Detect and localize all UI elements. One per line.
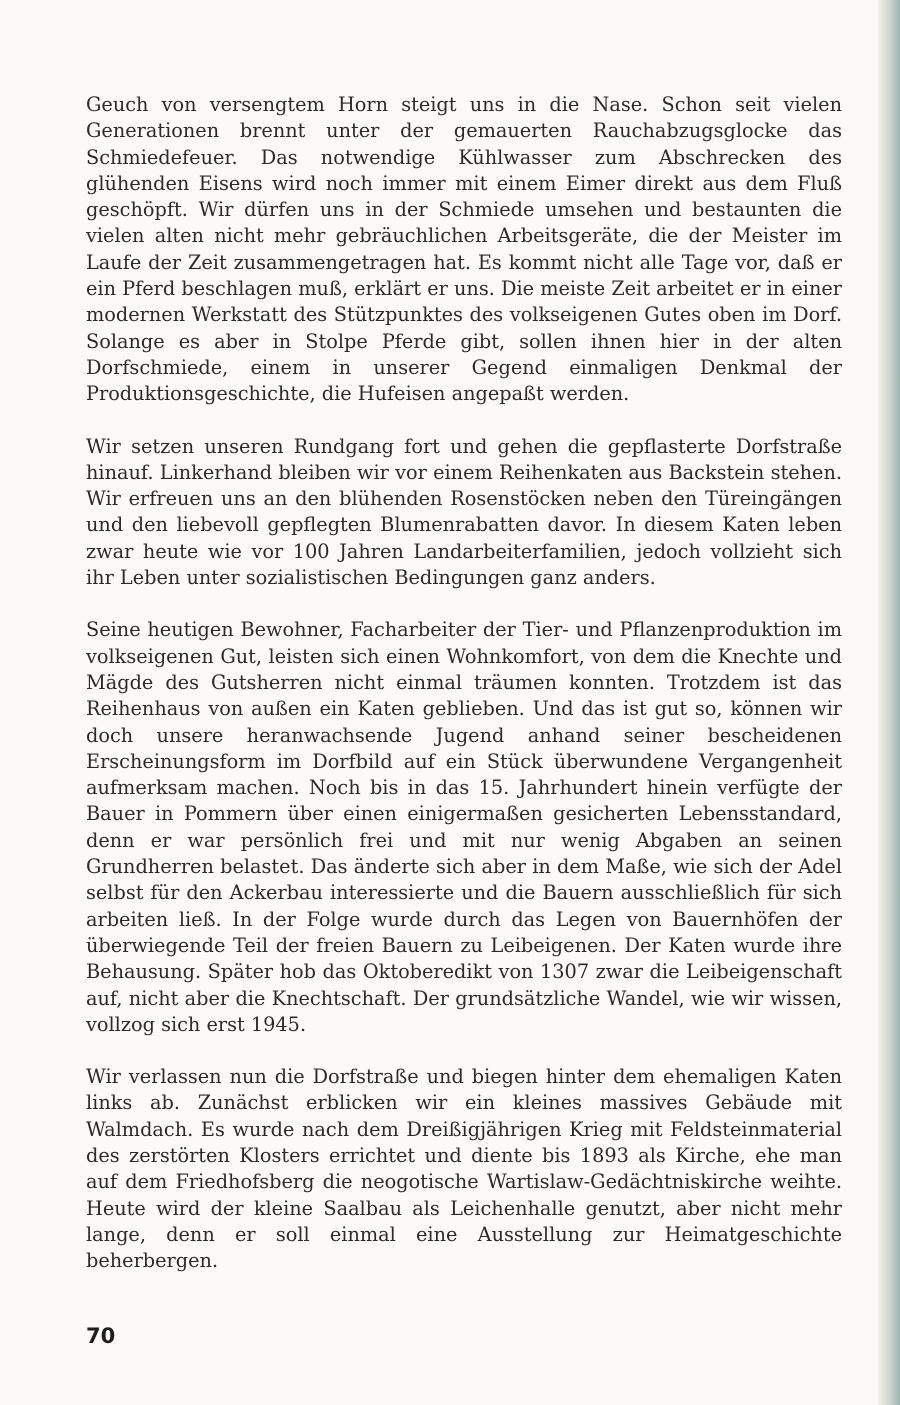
- page-edge: [878, 0, 900, 1405]
- body-text: [86, 92, 842, 1300]
- paragraph-former-church: Wir verlassen nun die Dorfstraße und biegen hinter dem ehemaligen Katen links ab. Zunächst erblicken wir ein kleines massives Gebäude mit Walmdach. Es wurde nach dem Dreißigjährigen Krieg mit Feldsteinmaterial des zerstörten Klosters errichtet und diente bis 1893 als Kirche, ehe man auf dem Friedhofsberg die neogotische Wartislaw-Gedächtniskirche weihte. Heute wird der kleine Saalbau als Leichenhalle genutzt, aber nicht mehr lange, denn er soll einmal eine Ausstellung zur Heimatgeschichte beherbergen.: [86, 1065, 842, 1273]
- page-number: 70: [86, 1324, 116, 1348]
- paragraph-smithy: Geuch von versengtem Horn steigt uns in die Nase. Schon seit vielen Generationen brennt unter der gemauerten Rauchabzugsglocke das Schmiedefeuer. Das notwendige Kühlwasser zum Abschrecken des glühenden Eisens wird noch immer mit einem Eimer direkt aus dem Fluß geschöpft. Wir dürfen uns in der Schmiede umsehen und bestaunten die vielen alten nicht mehr gebräuchlichen Arbeitsgeräte, die der Meister im Laufe der Zeit zusammengetragen hat. Es kommt nicht alle Tage vor, daß er ein Pferd beschlagen muß, erklärt er uns. Die meiste Zeit arbeitet er in einer modernen Werkstatt des Stützpunktes des volkseigenen Gutes oben im Dorf. Solange es aber in Stolpe Pferde gibt, sollen ihnen hier in der alten Dorfschmiede, einem in unserer Gegend einmaligen Denkmal der Produktionsgeschichte, die Hufeisen angepaßt werden.: [86, 93, 842, 406]
- paragraph-residents-history: Seine heutigen Bewohner, Facharbeiter der Tier- und Pflanzenproduktion im volkseigenen Gut, leisten sich einen Wohnkomfort, von dem die Knechte und Mägde des Gutsherren nicht einmal träumen konnten. Trotzdem ist das Reihenhaus von außen ein Katen geblieben. Und das ist gut so, können wir doch unsere heranwachsende Jugend anhand seiner bescheidenen Erscheinungsform im Dorfbild auf ein Stück überwundene Vergangenheit aufmerksam machen. Noch bis in das 15. Jahrhundert hinein verfügte der Bauer in Pommern über einen einigermaßen gesicherten Lebensstandard, denn er war persönlich frei und mit nur wenig Abgaben an seinen Grundherren belastet. Das änderte sich aber in dem Maße, wie sich der Adel selbst für den Ackerbau interessierte und die Bauern ausschließlich für sich arbeiten ließ. In der Folge wurde durch das Legen von Bauernhöfen der überwiegende Teil der freien Bauern zu Leibeigenen. Der Katen wurde ihre Behausung. Später hob das Oktoberedikt von 1307 zwar die Leibeigenschaft auf, nicht aber die Knechtschaft. Der grundsätzliche Wandel, wie wir wissen, vollzog sich erst 1945.: [86, 618, 842, 1036]
- paragraph-village-street: Wir setzen unseren Rundgang fort und gehen die gepflasterte Dorfstraße hinauf. Linkerhand bleiben wir vor einem Reihenkaten aus Backstein stehen. Wir erfreuen uns an den blühenden Rosenstöcken neben den Türeingängen und den liebevoll gepflegten Blumenrabatten davor. In diesem Katen leben zwar heute wie vor 100 Jahren Landarbeiterfamilien, jedoch vollzieht sich ihr Leben unter sozialistischen Bedingungen ganz anders.: [86, 434, 842, 590]
